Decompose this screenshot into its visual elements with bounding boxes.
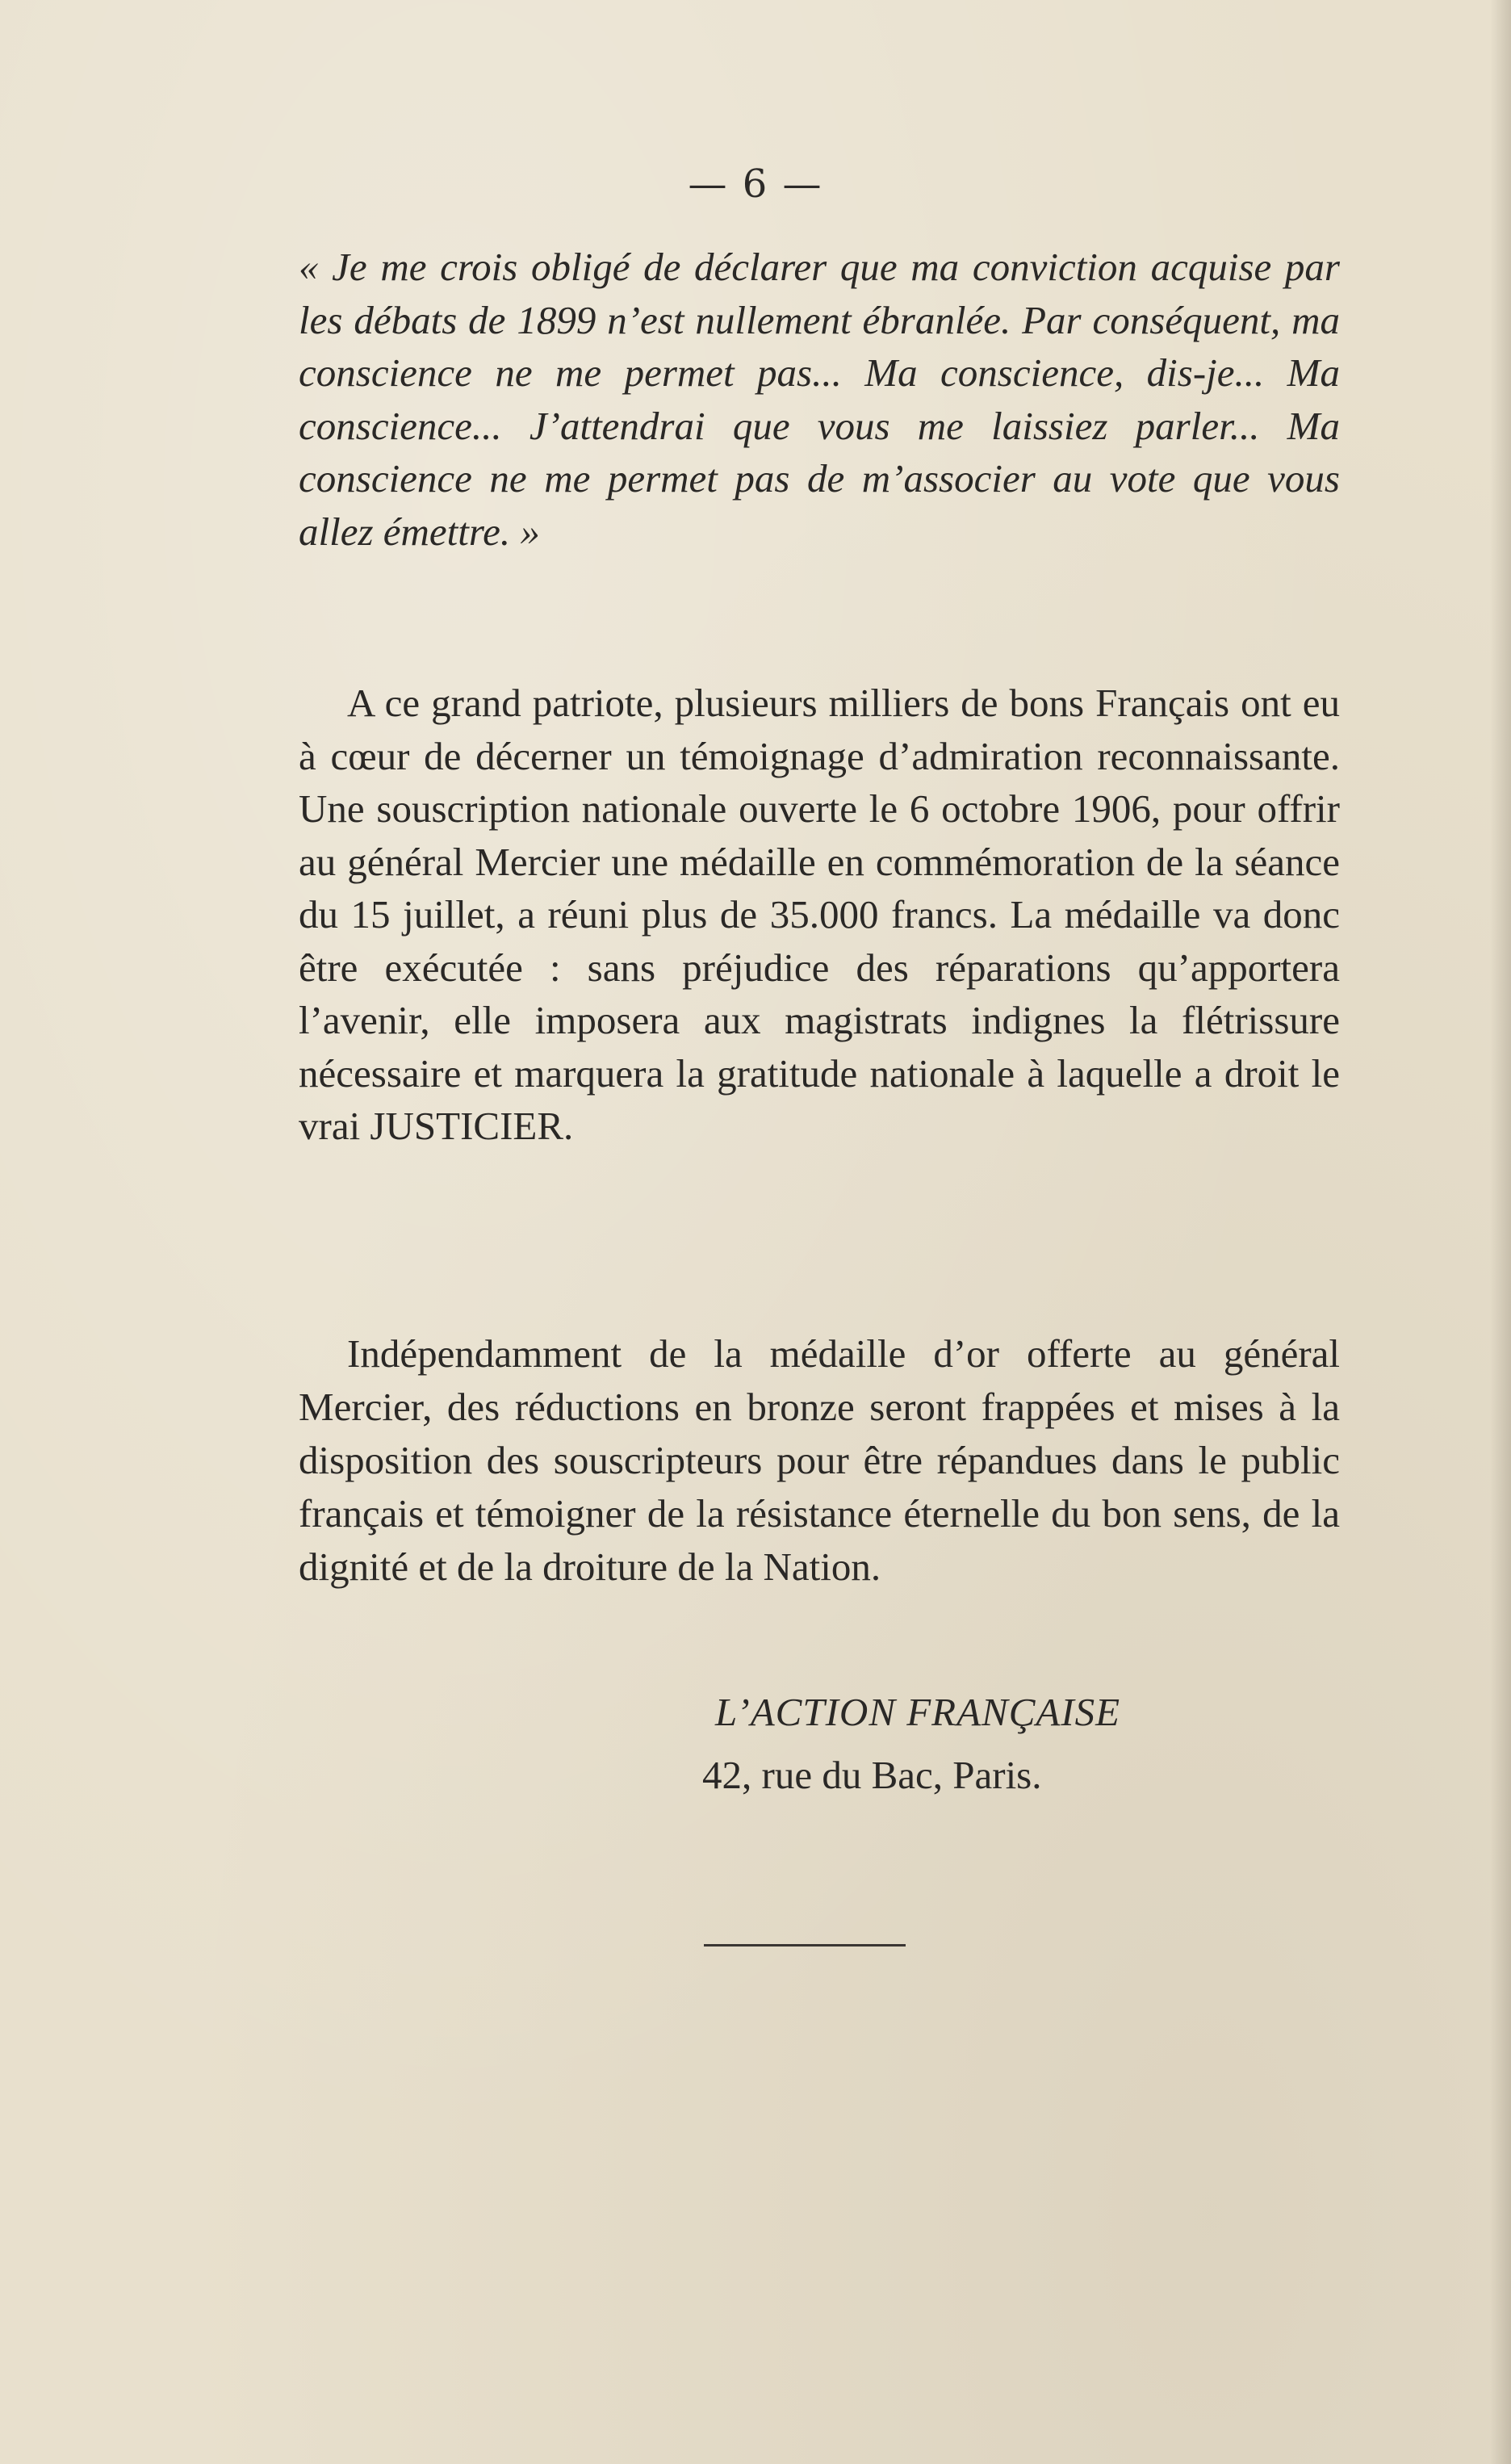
body-paragraph-subscription: A ce grand patriote, plusieurs milliers de bons Français ont eu à cœur de décerner un témoignage d’admiration reconnaissante. Une souscription nationale ouverte le 6 octobre 1906, pour offrir au général Mercier une médaille en commémoration de la séance du 15 juillet, a réuni plus de 35.000 francs. La médaille va donc être exécutée : sans préjudice des réparations qu’apportera l’avenir, elle imposera aux magistrats indignes la flétrissure nécessaire et marquera la gratitude nationale à laquelle a droit le vrai JUSTICIER. <box>299 681 1340 1148</box>
signature-address: 42, rue du Bac, Paris. <box>702 1753 1042 1797</box>
body-paragraph-medal: Indépendamment de la médaille d’or offerte au général Mercier, des réductions en bronze seront frappées et mises à la disposition des souscripteurs pour être répandues dans le public français et témoigner de la résistance éternelle du bon sens, de la dignité et de la droiture de la Nation. <box>299 1331 1340 1589</box>
quotation-paragraph: « Je me crois obligé de déclarer que ma conviction acquise par les débats de 1899 n’est nullement ébranlée. Par conséquent, ma conscience ne me permet pas... Ma conscience, dis-je... Ma conscience... J’attendrai que vous me laissiez parler... Ma conscience ne me permet pas de m’associer au vote que vous allez émettre. » <box>299 245 1340 554</box>
signature-organization: L’ACTION FRANÇAISE <box>715 1690 1121 1734</box>
page-edge-shadow <box>1490 0 1511 2464</box>
closing-rule <box>704 1944 906 1946</box>
signature-block <box>702 1681 1120 1807</box>
page-number: — 6 — <box>688 161 823 207</box>
